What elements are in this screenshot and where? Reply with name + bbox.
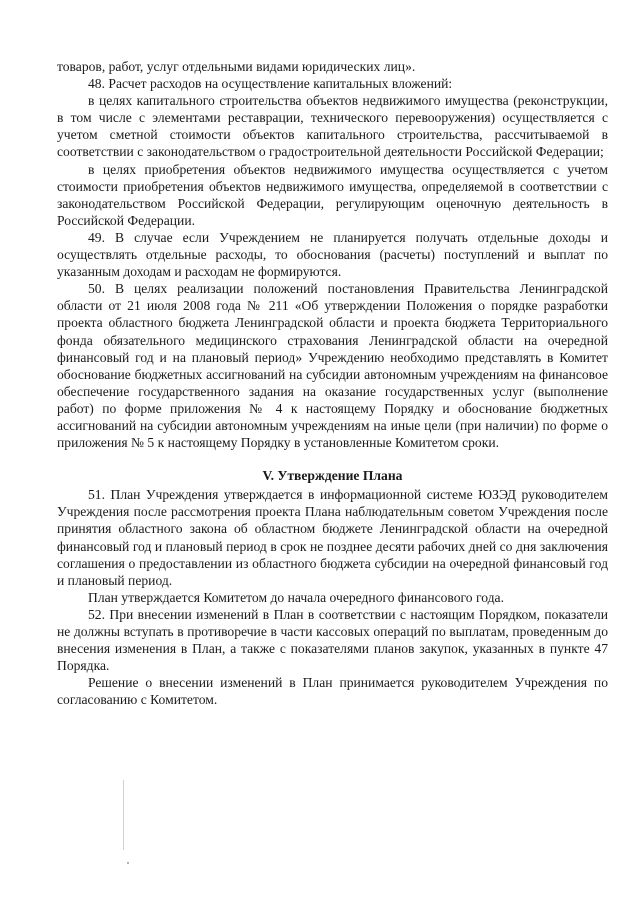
scan-artifact-dot	[127, 862, 129, 864]
paragraphs-before-section	[57, 58, 608, 451]
paragraph-52: 52. При внесении изменений в План в соответствии с настоящим Порядком, показатели не должны вступать в противоречие в части кассовых операций по выплатам, проведенным до внесения изменения в План, а также с показателями планов закупок, указанных в пункте 47 Порядка.	[57, 606, 608, 674]
paragraph-48-capital-construction: в целях капитального строительства объектов недвижимого имущества (реконструкции, в том числе с элементами реставрации, технического перевооружения) осуществляется с учетом сметной стоимости объектов капитального строительства, рассчитываемой в соответствии с законодательством о градостроительной деятельности Российской Федерации;	[57, 93, 608, 160]
paragraph-49: 49. В случае если Учреждением не планируется получать отдельные доходы и осуществлять отдельные расходы, то обоснования (расчеты) поступлений и выплат по указанным доходам и расходам не формируются.	[57, 229, 608, 280]
paragraph-48: 48. Расчет расходов на осуществление капитальных вложений:	[88, 76, 453, 92]
paragraph-decision: Решение о внесении изменений в План принимается руководителем Учреждения по согласованию с Комитетом.	[57, 675, 608, 708]
section-heading: V. Утверждение Плана	[262, 468, 403, 484]
paragraph-48-real-estate-acquisition: в целях приобретения объектов недвижимого имущества осуществляется с учетом стоимости приобретения объектов недвижимого имущества, определяемой в соответствии с законодательством Российской Федерации, регулирующим оценочную деятельность в Российской Федерации.	[57, 161, 608, 228]
paragraph-plan-approval: План утверждается Комитетом до начала очередного финансового года.	[88, 589, 504, 605]
paragraph-51: 51. План Учреждения утверждается в информационной системе ЮЗЭД руководителем Учреждения после рассмотрения проекта Плана наблюдательным советом Учреждения после принятия областного закона об областном бюджете Ленинградской области на очередной финансовый год и плановый период в срок не позднее десяти рабочих дней со дня заключения соглашения о предоставлении из областного бюджета субсидии на очередной финансовый год и плановый период.	[57, 487, 608, 588]
document-page	[57, 58, 608, 708]
paragraphs-after-section	[57, 486, 608, 708]
scan-artifact-line	[123, 780, 124, 850]
paragraph-continuation: товаров, работ, услуг отдельными видами юридических лиц».	[57, 59, 416, 74]
paragraph-50: 50. В целях реализации положений постановления Правительства Ленинградской области от 21 июля 2008 года № 211 «Об утверждении Положения о порядке разработки проекта областного бюджета Ленинградской области и проекта бюджета Территориального фонда обязательного медицинского страхования Ленинградской области на очередной финансовый год и на плановый период» Учреждению необходимо представлять в Комитет обоснование бюджетных ассигнований на субсидии автономным учреждениям на финансовое обеспечение государственного задания на оказание государственных услуг (выполнение работ) по форме приложения № 4 к настоящему Порядку и обоснование бюджетных ассигнований на субсидии автономным учреждениям на иные цели (при наличии) по форме о приложения № 5 к настоящему Порядку в установленные Комитетом сроки.	[57, 281, 608, 451]
